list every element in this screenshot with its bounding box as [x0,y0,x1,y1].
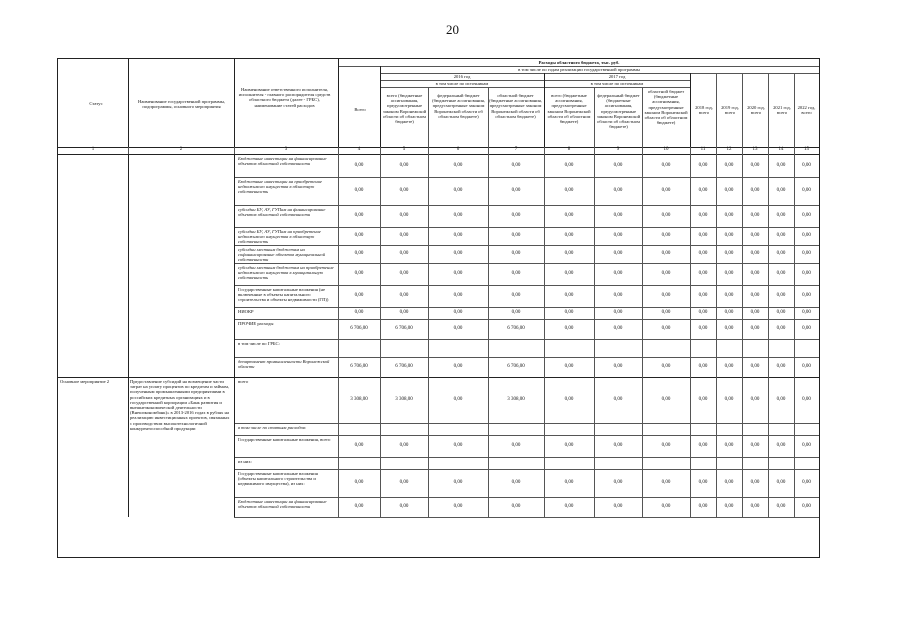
header-2020: 2020 год, всего [747,105,765,116]
cell-value: 0,00 [564,162,574,168]
cell-value: 0,00 [453,251,463,256]
row-label: субсидии БУ, АУ, ГУПам на финансирование объектов областной собственности [238,207,326,218]
cell-value: 0,00 [802,326,811,331]
cell-value: 0,00 [399,162,409,168]
cell-value: 0,00 [802,233,811,238]
cell-value: 6 706,00 [350,326,368,331]
column-number: 9 [616,147,620,152]
cell-value: 0,00 [750,504,760,509]
row-label: субсидии БУ, АУ, ГУПам на приобретение недвижимого имущества в областную собственность [238,229,321,244]
cell-value: 0,00 [453,480,463,485]
cell-value: 0,00 [399,504,409,509]
cell-value: 0,00 [750,310,760,315]
cell-value: 0,00 [750,364,760,369]
header-2019: 2019 год, всего [721,105,739,116]
cell-value: 0,00 [354,213,364,218]
cell-value: 0,00 [776,213,786,218]
cell-value: 0,00 [399,213,409,218]
grid-line-v [742,154,743,517]
cell-value: 0,00 [453,326,463,331]
grid-line-h [234,263,819,264]
grid-line-v [428,154,429,517]
cell-value: 0,00 [776,364,786,369]
event-name: Предоставление субсидий на возмещение части затрат на уплату процентов по кредитам и займам, полученным промышленными предприятиями в российских кредитных организациях и в государственной корпорации «Банк развития и внешнеэкономической деятельности (Внешэкономбанк)» в 2013-2016 годах в рублях на реализацию инвестиционных проектов, связанных с производством высокотехнологичной конкурентоспособной продукции [130,379,230,431]
column-number: 6 [456,147,460,152]
grid-line-h [234,357,819,358]
cell-value: 0,00 [354,504,364,509]
cell-value: 0,00 [776,293,786,298]
cell-value: 0,00 [661,251,671,256]
grid-line-h [234,205,819,206]
cell-value: 0,00 [453,188,463,193]
cell-value: 0,00 [802,213,811,218]
cell-value: 0,00 [511,271,521,276]
cell-value: 0,00 [453,364,463,369]
cell-value: 0,00 [613,251,623,256]
grid-line-v [338,59,339,147]
cell-value: 0,00 [613,310,623,315]
cell-value: 0,00 [724,310,734,315]
column-number: 12 [726,147,732,152]
cell-value: 0,00 [724,162,734,168]
cell-value: 0,00 [453,162,463,168]
cell-value: 0,00 [453,233,463,238]
cell-value: 0,00 [354,443,364,448]
cell-value: 0,00 [613,233,623,238]
cell-value: 0,00 [661,271,671,276]
cell-value: 0,00 [453,397,463,402]
grid-line-h [380,73,819,74]
cell-value: 0,00 [399,480,409,485]
row-label: ПРОЧИЕ расходы [238,321,274,326]
cell-value: 0,00 [564,326,574,331]
cell-value: 0,00 [453,271,463,276]
cell-value: 0,00 [724,480,734,485]
cell-value: 0,00 [453,293,463,298]
cell-value: 0,00 [354,310,364,315]
column-number: 7 [514,147,518,152]
header-col-federal-2016: федеральный бюджет (бюджетные ассигнования, предусмотренные законом Воронежской области об областном бюджете) [432,93,485,119]
cell-value: 0,00 [698,397,708,402]
column-number: 10 [663,147,669,152]
cell-value: 0,00 [750,213,760,218]
cell-value: 0,00 [564,397,574,402]
header-col-regional-2017: областной бюджет (бюджетные ассигнования, предусмотренные законом Воронежской области об областном бюджете) [644,89,688,126]
cell-value: 0,00 [802,162,811,168]
cell-value: 0,00 [698,326,708,331]
cell-value: 0,00 [661,443,671,448]
cell-value: 0,00 [724,188,734,193]
cell-value: 0,00 [613,213,623,218]
cell-value: 0,00 [399,233,409,238]
header-total: Всего [354,107,366,112]
cell-value: 0,00 [354,271,364,276]
cell-value: 0,00 [399,293,409,298]
cell-value: 0,00 [776,443,786,448]
cell-value: 0,00 [802,364,811,369]
cell-value: 0,00 [453,310,463,315]
grid-line-v [128,154,129,517]
cell-value: 0,00 [802,293,811,298]
cell-value: 0,00 [802,480,811,485]
column-number: 1 [91,147,95,152]
cell-value: 0,00 [698,162,708,168]
grid-line-v [234,154,235,517]
cell-value: 0,00 [511,504,521,509]
grid-line-h [234,245,819,246]
cell-value: 0,00 [724,504,734,509]
cell-value: 0,00 [564,233,574,238]
cell-value: 0,00 [724,397,734,402]
cell-value: 0,00 [776,188,786,193]
cell-value: 0,00 [511,293,521,298]
cell-value: 0,00 [564,188,574,193]
header-status: Статус [89,101,103,106]
cell-value: 0,00 [399,443,409,448]
cell-value: 0,00 [698,504,708,509]
cell-value: 0,00 [661,162,671,168]
cell-value: 0,00 [724,213,734,218]
cell-value: 0,00 [776,233,786,238]
cell-value: 0,00 [511,213,521,218]
page-number: 20 [446,22,459,37]
row-label: в том числе по статьям расходов: [238,425,307,430]
cell-value: 0,00 [613,271,623,276]
header-2018: 2018 год, всего [695,105,713,116]
grid-line-v [690,73,691,147]
grid-line-h [234,227,819,228]
header-budget-title: Расходы областного бюджета, тыс. руб. [538,60,620,65]
cell-value: 0,00 [661,480,671,485]
header-year-2017: 2017 год [608,74,626,79]
cell-value: 0,00 [511,310,521,315]
column-number: 2 [179,147,183,152]
cell-value: 0,00 [802,504,811,509]
grid-line-h [58,377,819,378]
header-2021: 2021 год, всего [773,105,791,116]
cell-value: 0,00 [698,310,708,315]
cell-value: 0,00 [564,251,574,256]
cell-value: 0,00 [661,364,671,369]
cell-value: 0,00 [776,397,786,402]
cell-value: 3 308,00 [507,397,525,402]
cell-value: 0,00 [613,326,623,331]
grid-line-h [380,87,690,88]
cell-value: 0,00 [564,364,574,369]
row-label: НИОКР [238,309,254,314]
grid-line-v [544,73,545,147]
grid-line-h [234,457,819,458]
row-label: Бюджетные инвестиции на финансирование объектов областной собственности [238,499,327,510]
column-number: 4 [357,147,361,152]
row-label: Государственные капитальные вложения (объекты капитального строительства и недвижимого имущества), из них: [238,471,318,487]
header-col-total-reg-2016: всего (бюджетные ассигнования, предусмотренные законом Воронежской области об областном бюджете) [382,93,427,125]
cell-value: 0,00 [399,271,409,276]
cell-value: 0,00 [661,293,671,298]
cell-value: 0,00 [724,364,734,369]
grid-line-h [234,517,819,518]
cell-value: 0,00 [750,293,760,298]
grid-line-v [338,154,339,517]
grid-line-h [234,435,819,436]
cell-value: 0,00 [698,271,708,276]
row-label: Государственные капитальные вложения, всего [238,437,331,442]
cell-value: 0,00 [776,310,786,315]
cell-value: 0,00 [399,310,409,315]
cell-value: 0,00 [750,162,760,168]
event-status: Основное мероприятие 2 [60,379,110,384]
grid-line-v [768,154,769,517]
grid-line-h [338,66,819,67]
grid-line-v [380,66,381,147]
cell-value: 6 706,00 [395,326,413,331]
grid-line-v [234,59,235,147]
cell-value: 0,00 [564,480,574,485]
cell-value: 0,00 [698,443,708,448]
row-label: в том числе по ГРБС: [238,341,280,346]
cell-value: 0,00 [613,293,623,298]
cell-value: 0,00 [750,480,760,485]
cell-value: 0,00 [724,233,734,238]
cell-value: 0,00 [613,364,623,369]
cell-value: 0,00 [724,326,734,331]
row-label: Государственные капитальные вложения (не включенные в объекты капитального строительства и объекты недвижимости (ГП)) [238,287,329,303]
cell-value: 0,00 [453,213,463,218]
cell-value: 0,00 [564,271,574,276]
column-number: 8 [567,147,571,152]
cell-value: 0,00 [661,213,671,218]
row-label: субсидии местным бюджетам на приобретение недвижимого имущества в муниципальную собственность [238,265,334,281]
header-col-federal-2017: федеральный бюджет (бюджетные ассигнования, предусмотренные законом Воронежской области об областном бюджете) [596,93,641,130]
grid-line-h [380,80,690,81]
grid-line-h [234,319,819,320]
grid-line-v [768,73,769,147]
cell-value: 0,00 [724,293,734,298]
grid-line-h [234,339,819,340]
cell-value: 0,00 [750,397,760,402]
cell-value: 0,00 [776,326,786,331]
cell-value: 0,00 [776,480,786,485]
cell-value: 0,00 [354,188,364,193]
grid-line-v [794,154,795,517]
cell-value: 0,00 [776,271,786,276]
grid-line-v [642,154,643,517]
header-incl-realization: в том числе по годам реализации государственной программы [518,67,640,72]
header-col-regional-2016: областной бюджет (бюджетные ассигнования, предусмотренные законом Воронежской области об областном бюджете) [489,93,542,119]
grid-line-v [594,154,595,517]
cell-value: 0,00 [698,213,708,218]
grid-line-h [58,154,819,155]
cell-value: 0,00 [613,397,623,402]
row-label: Бюджетные инвестиции на приобретение недвижимого имущества в областную собственность [238,179,323,195]
cell-value: 0,00 [750,233,760,238]
cell-value: 0,00 [564,443,574,448]
grid-line-v [428,87,429,147]
cell-value: 0,00 [354,251,364,256]
cell-value: 0,00 [354,480,364,485]
cell-value: 0,00 [564,213,574,218]
cell-value: 0,00 [511,162,521,168]
grid-line-v [594,87,595,147]
cell-value: 0,00 [750,271,760,276]
grid-line-v [716,154,717,517]
cell-value: 0,00 [802,443,811,448]
cell-value: 6 706,00 [507,364,525,369]
cell-value: 0,00 [661,397,671,402]
cell-value: 0,00 [776,504,786,509]
cell-value: 0,00 [802,310,811,315]
cell-value: 0,00 [724,443,734,448]
cell-value: 0,00 [698,480,708,485]
cell-value: 0,00 [453,504,463,509]
cell-value: 0,00 [750,188,760,193]
row-label: департамент промышленности Воронежской области [238,359,330,370]
cell-value: 0,00 [724,251,734,256]
header-incl-sources-2017: в том числе по источникам [590,81,644,86]
cell-value: 0,00 [750,443,760,448]
grid-line-v [380,154,381,517]
column-number: 5 [402,147,406,152]
cell-value: 0,00 [564,310,574,315]
cell-value: 6 706,00 [350,364,368,369]
grid-line-h [234,469,819,470]
cell-value: 0,00 [354,162,364,168]
cell-value: 0,00 [564,293,574,298]
cell-value: 0,00 [776,162,786,168]
column-number: 15 [804,147,809,152]
cell-value: 0,00 [399,188,409,193]
row-label: субсидии местным бюджетам на софинансирование объектов муниципальной собственности [238,247,325,262]
column-number: 13 [752,147,758,152]
cell-value: 0,00 [511,188,521,193]
cell-value: 0,00 [750,251,760,256]
cell-value: 0,00 [613,162,623,168]
header-2022: 2022 год, всего [797,105,816,116]
cell-value: 0,00 [613,188,623,193]
grid-line-v [128,59,129,147]
header-year-2016: 2016 год [453,74,471,79]
budget-table [57,58,820,558]
cell-value: 0,00 [354,233,364,238]
cell-value: 0,00 [613,443,623,448]
cell-value: 0,00 [698,188,708,193]
cell-value: 0,00 [661,310,671,315]
grid-line-v [690,154,691,517]
cell-value: 0,00 [511,251,521,256]
cell-value: 0,00 [802,188,811,193]
grid-line-v [544,154,545,517]
cell-value: 0,00 [802,397,811,402]
header-col-total-reg-2017: всего (бюджетные ассигнования, предусмотренные законом Воронежской области об областном бюджете) [547,93,591,125]
cell-value: 0,00 [511,480,521,485]
cell-value: 0,00 [698,233,708,238]
cell-value: 0,00 [354,293,364,298]
grid-line-v [716,73,717,147]
cell-value: 0,00 [802,271,811,276]
grid-line-v [642,87,643,147]
cell-value: 0,00 [661,326,671,331]
cell-value: 0,00 [750,326,760,331]
header-executor: Наименование ответственного исполнителя, исполнителя - главного распорядителя средств областного бюджета (далее - ГРБС), наименование статей расходов [238,87,331,108]
column-number: 14 [778,147,784,152]
grid-line-v [742,73,743,147]
cell-value: 3 308,00 [395,397,413,402]
cell-value: 6 706,00 [507,326,525,331]
header-incl-sources-2016: в том числе по источникам [435,81,489,86]
cell-value: 0,00 [453,443,463,448]
cell-value: 0,00 [661,188,671,193]
cell-value: 0,00 [661,504,671,509]
cell-value: 3 308,00 [350,397,368,402]
cell-value: 0,00 [698,251,708,256]
cell-value: 0,00 [776,251,786,256]
cell-value: 0,00 [802,251,811,256]
row-label: всего [238,379,249,384]
row-label: из них: [238,459,252,464]
cell-value: 0,00 [698,364,708,369]
header-program-name: Наименование государственной программы, подпрограммы, основного мероприятия [138,99,225,110]
grid-line-h [234,497,819,498]
column-number: 3 [284,147,288,152]
cell-value: 0,00 [613,480,623,485]
cell-value: 6 706,00 [395,364,413,369]
cell-value: 0,00 [698,293,708,298]
grid-line-h [234,285,819,286]
grid-line-v [488,87,489,147]
cell-value: 0,00 [661,233,671,238]
cell-value: 0,00 [613,504,623,509]
cell-value: 0,00 [399,251,409,256]
row-label: Бюджетные инвестиции на финансирование объектов областной собственности [238,156,327,167]
cell-value: 0,00 [511,443,521,448]
column-number: 11 [700,147,706,152]
grid-line-v [794,73,795,147]
cell-value: 0,00 [724,271,734,276]
grid-line-v [488,154,489,517]
grid-line-h [234,307,819,308]
grid-line-h [234,423,819,424]
cell-value: 0,00 [511,233,521,238]
grid-line-h [234,177,819,178]
cell-value: 0,00 [564,504,574,509]
